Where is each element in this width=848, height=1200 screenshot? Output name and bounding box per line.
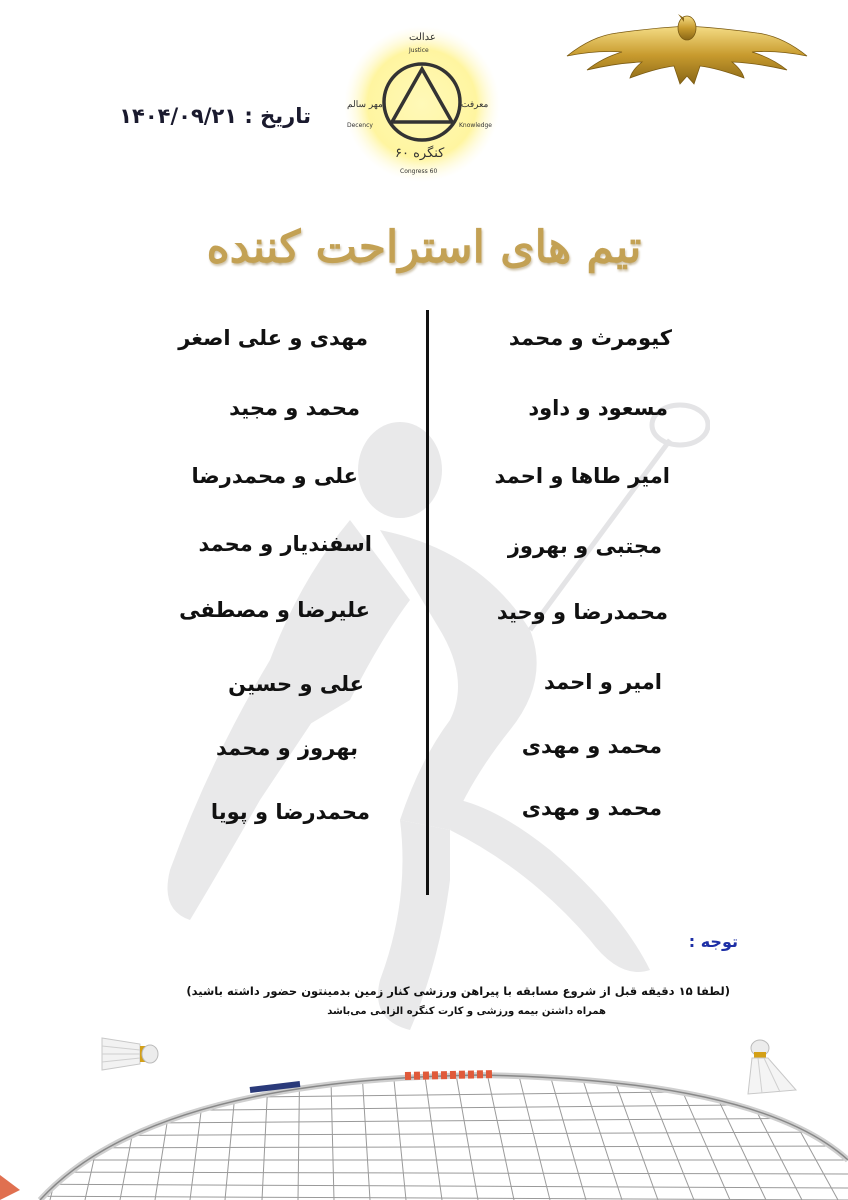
- column-divider: [426, 310, 429, 895]
- team-left-5: علیرضا و مصطفی: [179, 598, 370, 622]
- date-line: [119, 104, 311, 128]
- team-right-4: مجتبی و بهروز: [507, 534, 662, 558]
- note-label: توجه :: [688, 932, 738, 951]
- note-line-2: همراه داشتن بیمه ورزشی و کارت کنگره الزامی می‌باشد: [327, 1006, 606, 1017]
- logo-top-en: Justice: [409, 47, 429, 54]
- logo-left-fa: مهر سالم: [347, 100, 383, 110]
- golden-eagle-icon: [562, 8, 812, 88]
- shuttlecock-icon: [98, 1030, 160, 1076]
- team-left-7: بهروز و محمد: [216, 736, 358, 760]
- team-right-8: محمد و مهدی: [521, 796, 662, 820]
- team-left-2: محمد و مجید: [229, 396, 360, 420]
- logo-bottom-en: Congress 60: [400, 168, 438, 175]
- team-left-3: علی و محمدرضا: [191, 464, 358, 488]
- page-title: تیم های استراحت کننده: [206, 222, 642, 273]
- date-value: ۱۴۰۴/۰۹/۲۱: [119, 104, 238, 128]
- shuttlecock-icon-right: [740, 1036, 802, 1096]
- congress-logo: [345, 22, 500, 182]
- logo-left-en: Decency: [347, 122, 373, 129]
- team-left-6: علی و حسین: [228, 672, 364, 696]
- date-label: تاریخ :: [244, 104, 311, 128]
- team-right-3: امیر طاها و احمد: [494, 464, 670, 488]
- team-right-6: امیر و احمد: [543, 670, 662, 694]
- logo-bottom-fa: کنگره ۶۰: [395, 146, 445, 161]
- team-left-4: اسفندیار و محمد: [198, 532, 372, 556]
- team-left-1: مهدی و علی اصغر: [178, 326, 368, 350]
- team-right-5: محمدرضا و وحید: [496, 600, 668, 624]
- note-line-1: (لطفا ۱۵ دقیقه قبل از شروع مسابقه با پیراهن ورزشی کنار زمین بدمینتون حضور داشته باشید): [186, 984, 730, 998]
- team-right-1: کیومرث و محمد: [508, 326, 672, 350]
- logo-right-fa: معرفت: [461, 100, 489, 110]
- team-right-7: محمد و مهدی: [521, 734, 662, 758]
- logo-right-en: Knowledge: [459, 122, 492, 129]
- team-right-2: مسعود و داود: [528, 396, 668, 420]
- logo-top-fa: عدالت: [409, 32, 436, 43]
- badminton-player-watermark: [150, 400, 710, 1040]
- team-left-8: محمدرضا و پویا: [210, 800, 370, 824]
